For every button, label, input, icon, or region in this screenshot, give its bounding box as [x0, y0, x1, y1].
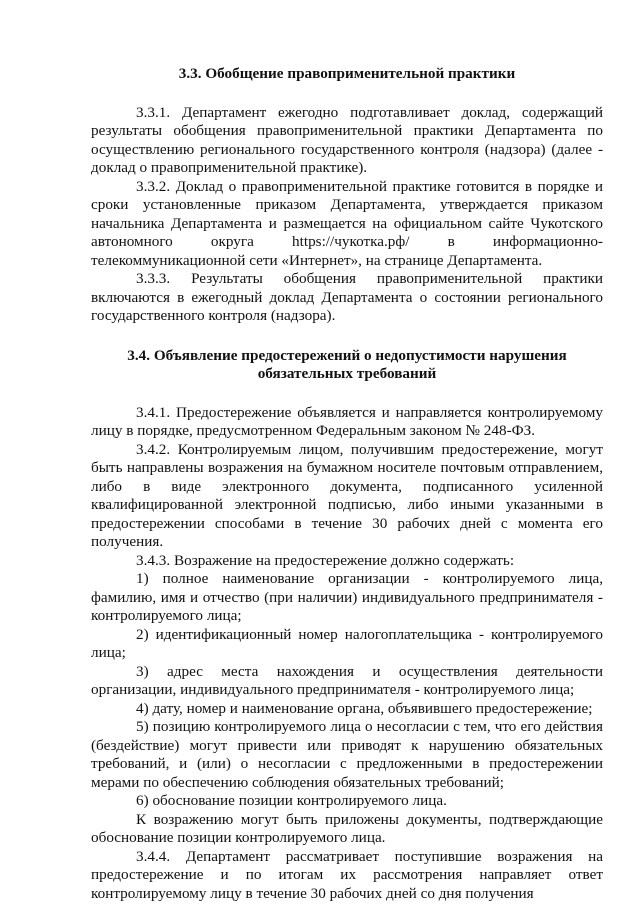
list-item: 4) дату, номер и наименование органа, объявившего предостережение;: [136, 699, 593, 717]
paragraph: 3.4.2. Контролируемым лицом, получившим предостережение, могут быть направлены возражения на бумажном носителе почтовым отправлением, либо в виде электронного документа, подписанного усиленной квалифицированной электронной подписью, либо иными указанными в предостережении способами в течение 30 рабочих дней с момента его получения.: [91, 440, 603, 550]
section-3-3: [91, 65, 603, 326]
list-item: 5) позицию контролируемого лица о несогласии с тем, что его действия (бездействие) могут привести или приводят к нарушению обязательных требований, и (или) о несогласии с предложенными в предостережении мерами по обеспечению соблюдения обязательных требований;: [91, 718, 603, 791]
list-item: 2) идентификационный номер налогоплательщика - контролируемого лица;: [91, 625, 603, 661]
paragraph: 3.3.2. Доклад о правоприменительной практике готовится в порядке и сроки установленные приказом Департамента, утверждается приказом начальника Департамента и размещается на официальном сайте Чукотского автономного округа https://чукотка.рф/ в информационно-телекоммуникационной сети «Интернет», на странице Департамента.: [91, 177, 603, 269]
list-item: 3) адрес места нахождения и осуществления деятельности организации, индивидуального предпринимателя - контролируемого лица;: [91, 662, 603, 698]
section-heading-line: обязательных требований: [257, 365, 437, 382]
paragraph: 3.4.4. Департамент рассматривает поступившие возражения на предостережение и по итогам их рассмотрения направляет ответ контролируемому лицу в течение 30 рабочих дней со дня получения: [91, 847, 603, 902]
paragraph: 3.4.1. Предостережение объявляется и направляется контролируемому лицу в порядке, предусмотренном Федеральным законом № 248-ФЗ.: [91, 403, 603, 439]
paragraph: К возражению могут быть приложены документы, подтверждающие обоснование позиции контролируемого лица.: [91, 810, 603, 846]
paragraph: 3.4.3. Возражение на предостережение должно содержать:: [136, 551, 515, 569]
section-3-4: [91, 347, 603, 904]
section-heading: [91, 347, 603, 384]
list-item: 6) обоснование позиции контролируемого лица.: [136, 792, 447, 809]
section-heading: [91, 65, 603, 84]
list-item: 1) полное наименование организации - контролируемого лица, фамилию, имя и отчество (при наличии) индивидуального предпринимателя - контролируемого лица;: [91, 570, 603, 624]
paragraph: 3.3.3. Результаты обобщения правоприменительной практики включаются в ежегодный доклад Департамента о состоянии регионального государственного контроля (надзора).: [91, 270, 603, 324]
section-heading-line: 3.4. Объявление предостережений о недопустимости нарушения: [127, 346, 567, 364]
paragraph: 3.3.1. Департамент ежегодно подготавливает доклад, содержащий результаты обобщения правоприменительной практики Департамента по осуществлению регионального государственного контроля (надзора) (далее - доклад о правоприменительной практике).: [91, 103, 603, 176]
section-heading-line: 3.3. Обобщение правоприменительной практики: [178, 65, 516, 82]
